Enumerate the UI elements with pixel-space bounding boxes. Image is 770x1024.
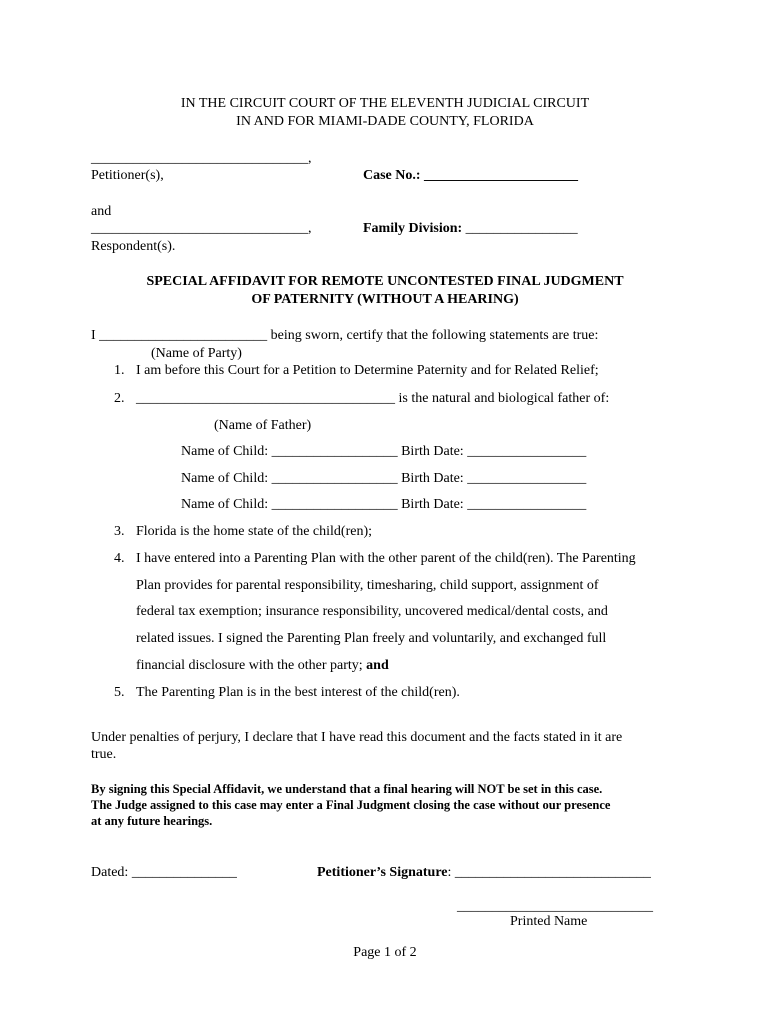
item-4-and: and [366,658,389,673]
printed-name-blank[interactable]: ____________________________ [457,899,653,914]
item-4-line1: I have entered into a Parenting Plan with the other parent of the child(ren). The Parenting [136,551,636,566]
court-heading-line1: IN THE CIRCUIT COURT OF THE ELEVENTH JUDICIAL CIRCUIT [180,96,590,111]
party-name-label: (Name of Party) [151,346,242,361]
item-number: 3. [114,524,125,539]
item-1-text: I am before this Court for a Petition to Determine Paternity and for Related Relief; [136,363,599,378]
item-4-line5-text: financial disclosure with the other party; [136,658,363,673]
item-number: 4. [114,551,125,566]
perjury-line2: true. [91,747,117,762]
document-title-line2: OF PATERNITY (WITHOUT A HEARING) [251,292,519,307]
printed-name-label: Printed Name [510,914,588,929]
child-row-1[interactable]: Name of Child: __________________ Birth Date: _________________ [181,444,587,459]
child-row-3[interactable]: Name of Child: __________________ Birth Date: _________________ [181,497,587,512]
petitioner-signature-field[interactable] [317,864,651,881]
document-title-line1: SPECIAL AFFIDAVIT FOR REMOTE UNCONTESTED FINAL JUDGMENT [146,274,624,289]
dated-field[interactable]: Dated: _______________ [91,865,237,880]
respondent-blank[interactable]: _______________________________, [91,221,312,236]
court-heading-line2: IN AND FOR MIAMI-DADE COUNTY, FLORIDA [236,114,534,129]
notice-line2: The Judge assigned to this case may enter a Final Judgment closing the case without our presence [91,798,611,812]
respondent-label: Respondent(s). [91,239,176,254]
petitioner-signature-blank[interactable]: : ____________________________ [447,865,651,880]
petitioner-blank[interactable]: _______________________________, [91,151,312,166]
item-4-line3: federal tax exemption; insurance responsibility, uncovered medical/dental costs, and [136,604,608,619]
case-number-field[interactable]: Case No.: ______________________ [363,168,579,183]
item-2-father-field[interactable]: _____________________________________ is the natural and biological father of: [136,391,610,406]
notice-line1: By signing this Special Affidavit, we understand that a final hearing will NOT be set in this case. [91,782,603,796]
item-number: 5. [114,685,125,700]
page-number: Page 1 of 2 [353,945,417,960]
item-3-text: Florida is the home state of the child(ren); [136,524,372,539]
family-division-blank[interactable]: ________________ [465,221,578,236]
item-5-text: The Parenting Plan is in the best interest of the child(ren). [136,685,460,700]
item-number: 1. [114,363,125,378]
notice-line3: at any future hearings. [91,814,213,828]
father-name-label: (Name of Father) [214,418,312,433]
family-division-label: Family Division: [363,221,463,236]
oath-statement[interactable]: I ________________________ being sworn, certify that the following statements are true: [91,328,599,343]
petitioner-label: Petitioner(s), [91,168,164,183]
item-4-line2: Plan provides for parental responsibility, timesharing, child support, assignment of [136,578,599,593]
item-4-line4: related issues. I signed the Parenting Plan freely and voluntarily, and exchanged full [136,631,607,646]
item-number: 2. [114,391,125,406]
and-label: and [91,204,112,219]
perjury-line1: Under penalties of perjury, I declare that I have read this document and the facts stated in it are [91,730,623,745]
item-4-line5 [136,657,389,674]
family-division-field[interactable] [363,220,578,237]
petitioner-signature-label: Petitioner’s Signature [317,865,448,880]
child-row-2[interactable]: Name of Child: __________________ Birth Date: _________________ [181,471,587,486]
